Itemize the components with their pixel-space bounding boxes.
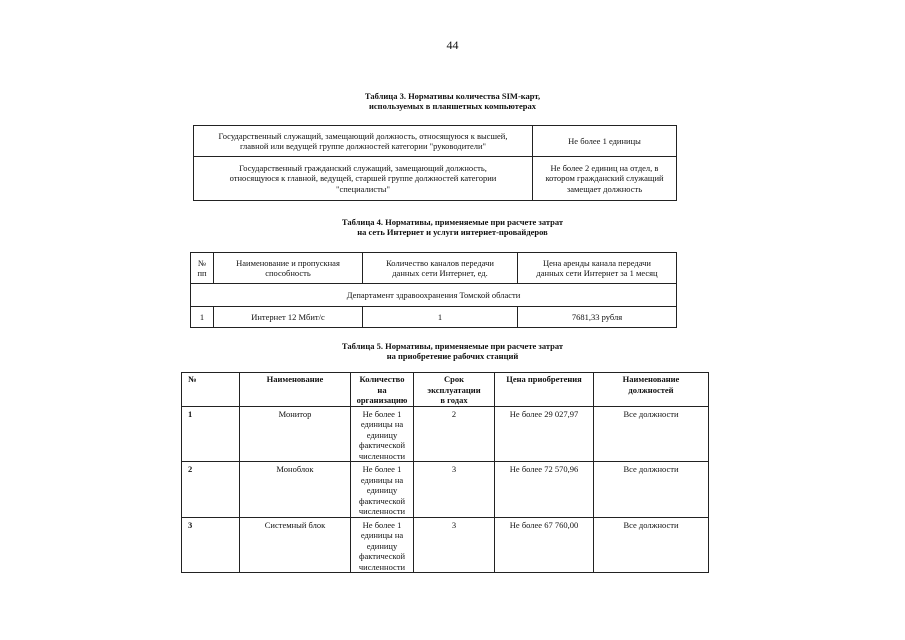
header-cell: №	[182, 373, 240, 407]
table-row	[182, 406, 709, 462]
row-quantity: Не более 1 единицы на единицу фактической численности	[351, 517, 414, 573]
table-cell: Государственный гражданский служащий, замещающий должность, относящуюся к главной, ведущей, старшей группе должностей категории "специалисты"	[194, 157, 533, 201]
workstations-table	[181, 372, 709, 573]
row-number: 1	[182, 406, 240, 462]
table-row	[182, 462, 709, 518]
sim-cards-table	[193, 125, 677, 201]
header-cell: Наименование и пропускная способность	[214, 253, 363, 284]
row-name: Моноблок	[240, 462, 351, 518]
table-row	[191, 307, 677, 328]
header-cell: Цена приобретения	[495, 373, 594, 407]
header-cell: Срок эксплуатации в годах	[414, 373, 495, 407]
table-cell: Интернет 12 Мбит/с	[214, 307, 363, 328]
row-price: Не более 67 760,00	[495, 517, 594, 573]
header-cell: Количество на организацию	[351, 373, 414, 407]
row-positions: Все должности	[594, 462, 709, 518]
row-price: Не более 29 027,97	[495, 406, 594, 462]
table-cell: Не более 1 единицы	[533, 126, 677, 157]
row-quantity: Не более 1 единицы на единицу фактической численности	[351, 462, 414, 518]
table4-caption: Таблица 4. Нормативы, применяемые при расчете затрат на сеть Интернет и услуги интернет-провайдеров	[341, 217, 564, 237]
table-row	[194, 126, 677, 157]
header-cell: № пп	[191, 253, 214, 284]
table-row	[191, 284, 677, 307]
row-name: Системный блок	[240, 517, 351, 573]
table-header-row	[182, 373, 709, 407]
table-row	[194, 157, 677, 201]
row-term: 3	[414, 462, 495, 518]
page-number: 44	[446, 38, 459, 52]
row-number: 2	[182, 462, 240, 518]
row-quantity: Не более 1 единицы на единицу фактической численности	[351, 406, 414, 462]
row-positions: Все должности	[594, 406, 709, 462]
header-cell: Наименование	[240, 373, 351, 407]
row-price: Не более 72 570,96	[495, 462, 594, 518]
row-number: 3	[182, 517, 240, 573]
internet-table	[190, 252, 677, 328]
row-term: 2	[414, 406, 495, 462]
table-cell: Не более 2 единиц на отдел, в котором гражданский служащий замещает должность	[533, 157, 677, 201]
row-positions: Все должности	[594, 517, 709, 573]
table-cell: 7681,33 рубля	[518, 307, 677, 328]
table3-caption: Таблица 3. Нормативы количества SIM-карт, используемых в планшетных компьютерах	[364, 91, 541, 111]
table-cell: Государственный служащий, замещающий должность, относящуюся к высшей, главной или ведущей группе должностей категории "руководители"	[194, 126, 533, 157]
table-header-row	[191, 253, 677, 284]
table-cell: 1	[191, 307, 214, 328]
table-cell: 1	[363, 307, 518, 328]
department-cell: Департамент здравоохранения Томской области	[191, 284, 677, 307]
row-name: Монитор	[240, 406, 351, 462]
header-cell: Количество каналов передачи данных сети Интернет, ед.	[363, 253, 518, 284]
table-row	[182, 517, 709, 573]
header-cell: Цена аренды канала передачи данных сети Интернет за 1 месяц	[518, 253, 677, 284]
table5-caption: Таблица 5. Нормативы, применяемые при расчете затрат на приобретение рабочих станций	[341, 341, 564, 361]
header-cell: Наименование должностей	[594, 373, 709, 407]
row-term: 3	[414, 517, 495, 573]
